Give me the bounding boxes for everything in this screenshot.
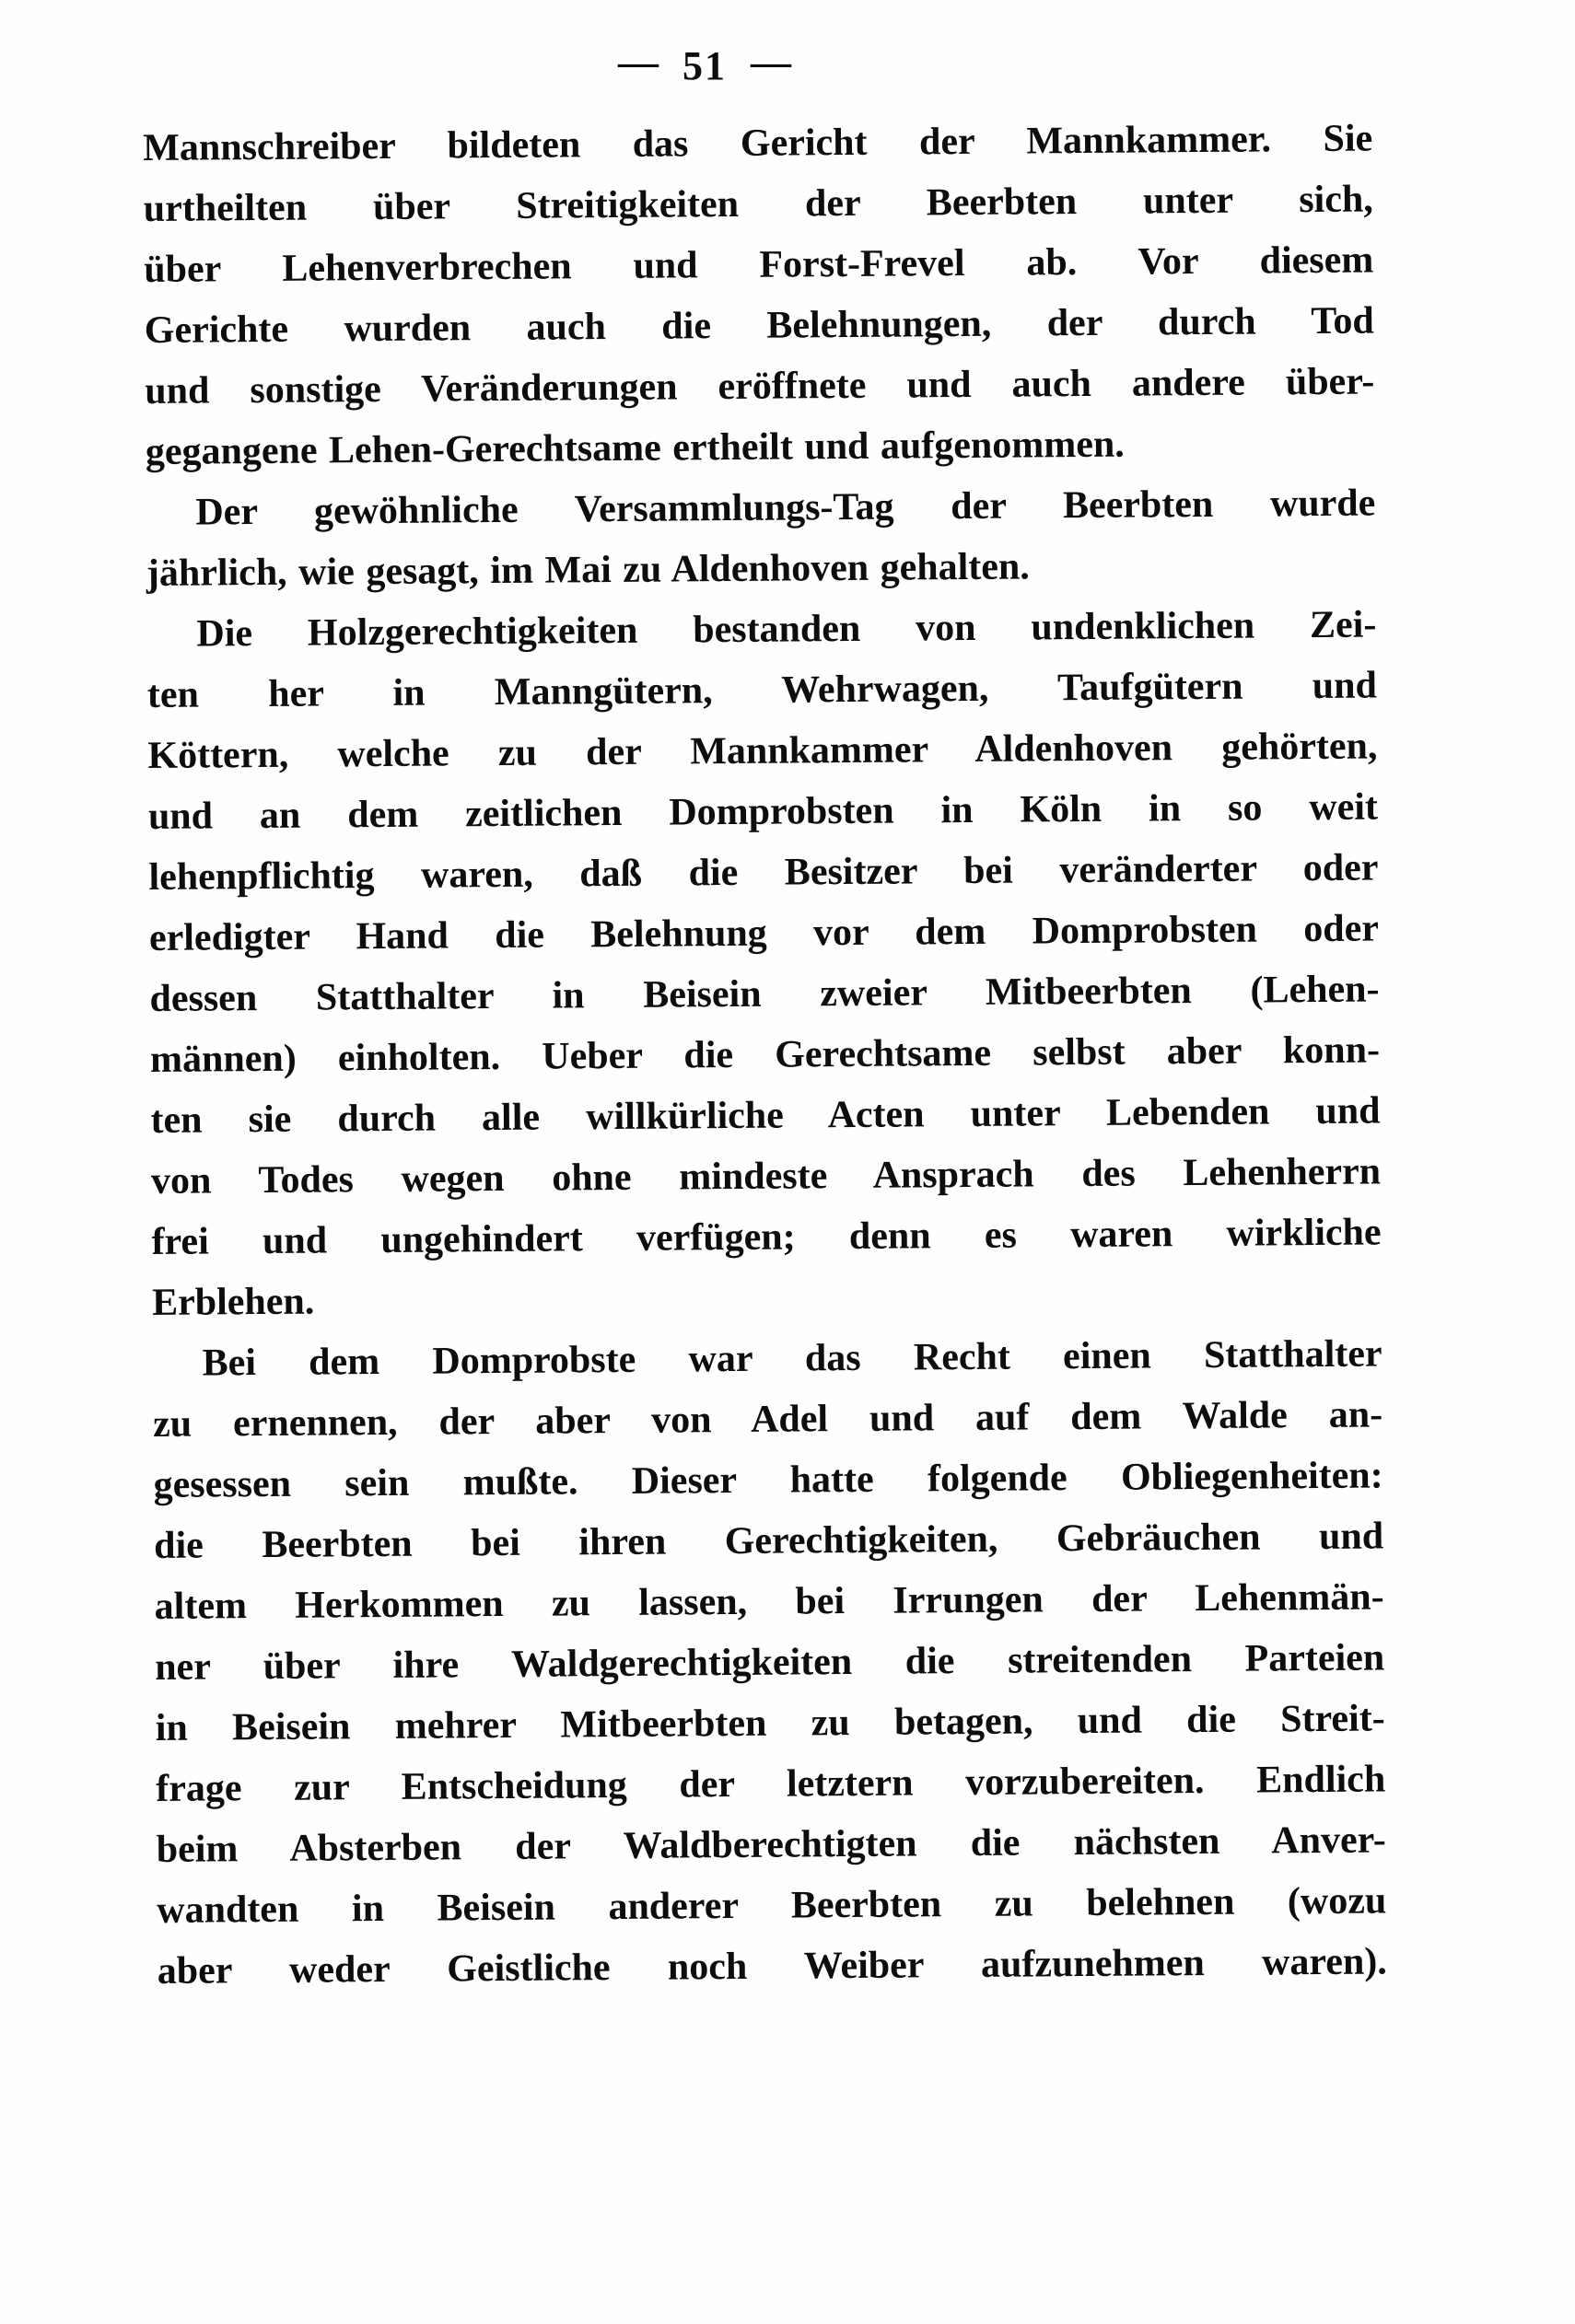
text-line: beim Absterben der Waldberechtigten die nächsten Anver- [156,1819,1386,1871]
text-line: von Todes wegen ohne mindeste Ansprach des Lehenherrn [150,1150,1382,1203]
text-line: dessen Statthalter in Beisein zweier Mitbeerbten (Lehen- [149,968,1380,1020]
text-line: frage zur Entscheidung der letztern vorzubereiten. Endlich [156,1758,1386,1810]
text-line: wandten in Beisein anderer Beerbten zu belehnen (wozu [157,1879,1387,1932]
paragraph [146,594,1382,1332]
text-line: Mannschreiber bildeten das Gericht der Mannkammer. Sie [143,117,1373,169]
text-line: gegangene Lehen-Gerechtsame ertheilt und aufgenommen. [145,423,1125,473]
text-line: männen) einholten. Ueber die Gerechtsame selbst aber konn- [149,1028,1381,1081]
text-line: frei und ungehindert verfügen; denn es waren wirkliche [151,1211,1382,1263]
paragraph [152,1323,1387,2001]
text-line: jährlich, wie gesagt, im Mai zu Aldenhoven gehalten. [146,545,1031,595]
text-line: erledigter Hand die Belehnung vor dem Domprobsten oder [148,907,1380,959]
text-line: Erblehen. [151,1280,315,1324]
text-line: zu ernennen, der aber von Adel und auf dem Walde an- [152,1393,1383,1446]
text-line: ner über ihre Waldgerechtigkeiten die streitenden Parteien [155,1636,1385,1689]
header-dash-right: — [751,40,791,85]
text-line: Der gewöhnliche Versammlungs-Tag der Beerbten wurde [195,482,1376,534]
paragraph [146,473,1376,604]
text-line: Die Holzgerechtigkeiten bestanden von undenklichen Zei- [196,603,1377,656]
text-line: urtheilten über Streitigkeiten der Beerbten unter sich, [143,178,1373,230]
text-line: lehenpflichtig waren, daß die Besitzer bei veränderter oder [148,846,1379,899]
text-line: gesessen sein mußte. Dieser hatte folgende Obliegenheiten: [153,1454,1383,1506]
text-line: Köttern, welche zu der Mannkammer Aldenhoven gehörten, [147,725,1378,777]
paragraph [143,109,1375,482]
text-line: und sonstige Veränderungen eröffnete und auch andere über- [145,360,1375,413]
page-header [0,42,1409,89]
text-line: und an dem zeitlichen Domprobsten in Köln in so weit [147,785,1379,838]
text-line: in Beisein mehrer Mitbeerbten zu betagen, und die Streit- [155,1697,1385,1749]
text-line: über Lehenverbrechen und Forst-Frevel ab. Vor diesem [144,238,1374,291]
text-line: ten her in Manngütern, Wehrwagen, Taufgütern und [146,664,1378,716]
header-dash-left: — [618,40,659,85]
text-block [143,109,1387,2002]
page-number: 51 [682,43,727,88]
text-line: aber weder Geistliche noch Weiber aufzunehmen waren). [157,1940,1387,1993]
text-line: die Beerbten bei ihren Gerechtigkeiten, Gebräuchen und [154,1515,1384,1567]
text-line: altem Herkommen zu lassen, bei Irrungen der Lehenmän- [154,1575,1384,1628]
text-line: Bei dem Domprobste war das Recht einen Statthalter [202,1332,1382,1385]
text-line: Gerichte wurden auch die Belehnungen, der durch Tod [144,299,1374,352]
text-line: ten sie durch alle willkürliche Acten unter Lebenden und [150,1089,1381,1142]
